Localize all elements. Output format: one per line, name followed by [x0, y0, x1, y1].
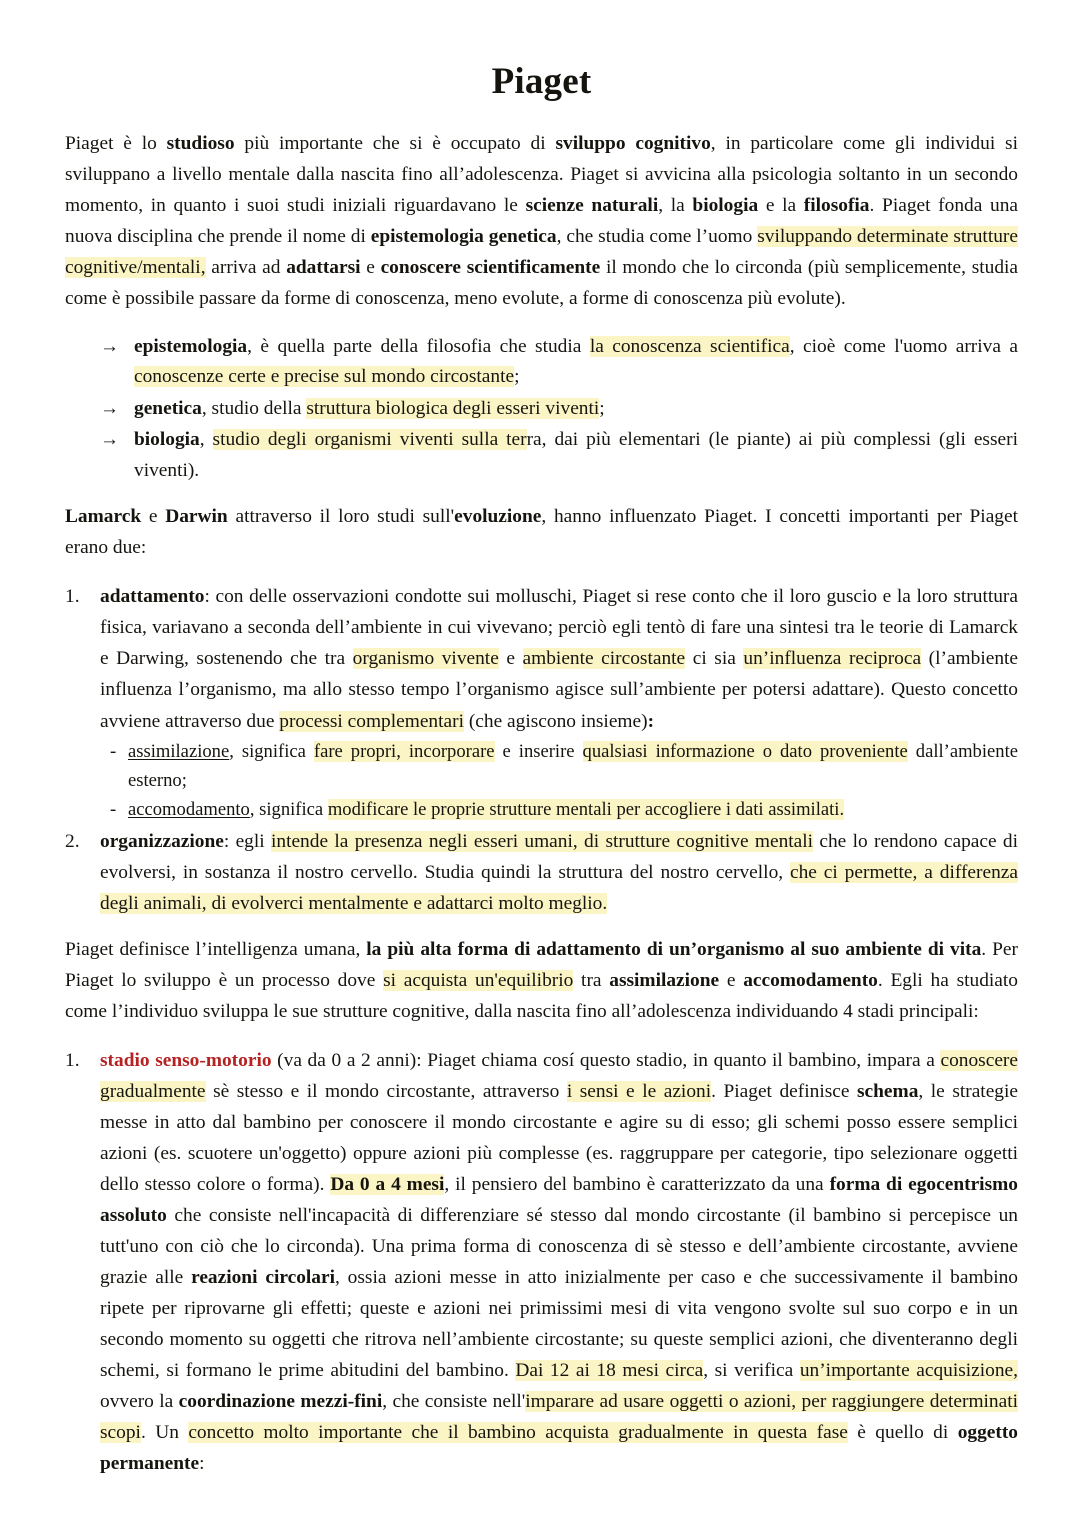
- bold-run: filosofia: [803, 194, 870, 216]
- lamarck-paragraph: [65, 502, 1018, 564]
- bold-run: assimilazione: [609, 969, 720, 991]
- list-item: [65, 826, 1018, 919]
- bold-run: forma di egocentrismo assoluto: [100, 1173, 1018, 1226]
- bold-run: adattarsi: [286, 256, 361, 278]
- text-run: ,: [199, 429, 213, 451]
- highlight-run: modificare le proprie strutture mentali per accogliere i dati assimilati.: [327, 798, 845, 820]
- text-run: che consiste nell'incapacità di differenziare sé stesso dal mondo circostante (il bambino si percepisce un tutt'uno con ciò che lo circonda). Una prima forma di conoscenza di sè stesso e dell’ambiente circostante, avviene grazie alle: [100, 1204, 1018, 1288]
- text-run: . Per Piaget lo sviluppo è un processo dove: [65, 938, 1018, 991]
- text-run: , ossia azioni messe in atto inizialmente per caso e che successivamente il bambino ripete per riprovarne gli effetti; queste e azioni nei primissimi mesi di vita vengono svolte sul suo corpo e in un secondo momento su oggetti che ritrova nell’ambiente circostante; su queste semplici azioni, che diventeranno degli schemi, si formano le prime abitudini del bambino.: [100, 1266, 1018, 1381]
- bold-run: schema: [857, 1080, 919, 1102]
- text-run: :: [199, 1453, 205, 1475]
- highlight-run: Da 0 a 4 mesi: [330, 1173, 445, 1195]
- text-run: (che agiscono insieme): [463, 710, 648, 732]
- term-label: genetica: [134, 397, 202, 419]
- text-run: Piaget definisce l’intelligenza umana,: [65, 938, 367, 960]
- highlight-run: Dai 12 ai 18 mesi circa: [515, 1359, 704, 1381]
- text-run: (va da 0 a 2 anni): Piaget chiama cosí questo stadio, in quanto il bambino, impara a: [271, 1049, 941, 1071]
- text-run: , che consiste nell': [382, 1391, 526, 1413]
- definition-arrow-list: [65, 332, 1018, 487]
- text-run: . Piaget definisce: [711, 1080, 857, 1102]
- text-run: , si verifica: [703, 1359, 800, 1381]
- bold-run: sviluppo cognitivo: [555, 133, 711, 154]
- highlight-run: qualsiasi informazione o dato proveniente: [582, 740, 908, 762]
- term-label: assimilazione: [128, 740, 230, 762]
- term-label: accomodamento: [128, 798, 250, 820]
- bold-run: coordinazione mezzi-fini: [178, 1391, 383, 1413]
- highlight-run: conoscenze certe e precise sul mondo circostante: [134, 366, 515, 388]
- bold-run: :: [647, 710, 655, 732]
- text-run: . Egli ha studiato come l’individuo sviluppa le sue strutture cognitive, dalla nascita fino all’adolescenza individuando 4 stadi principali:: [65, 969, 1018, 1022]
- text-run: e inserire: [494, 740, 583, 762]
- list-item: [65, 581, 1018, 823]
- highlight-run: si acquista un'equilibrio: [383, 969, 574, 991]
- list-item: [65, 332, 1018, 393]
- text-run: , studio della: [201, 397, 307, 419]
- text-run: ci sia: [685, 648, 744, 670]
- highlight-run: intende la presenza negli esseri umani, di strutture cognitive mentali: [270, 830, 814, 852]
- text-run: , le strategie messe in atto dal bambino per conoscere il mondo circostante e agire su di esso; gli schemi posso essere semplici azioni (es. scuotere un'oggetto) oppure azioni più complesse (es. raggruppare per categorie, tipo selezionare oggetti dello stesso colore o forma).: [100, 1080, 1018, 1195]
- list-item: [110, 737, 1018, 795]
- page-title: Piaget: [491, 61, 592, 102]
- bold-run: reazioni circolari: [191, 1266, 335, 1288]
- text-run: e: [498, 648, 523, 670]
- text-run: attraverso il loro studi sull': [227, 506, 455, 528]
- text-run: dall’ambiente esterno;: [128, 740, 1018, 791]
- arrow-icon: →: [100, 397, 119, 419]
- stages-list: [65, 1045, 1018, 1480]
- bold-run: accomodamento: [743, 969, 878, 991]
- term-label: organizzazione: [100, 830, 224, 852]
- list-number: 1.: [65, 1049, 80, 1071]
- text-run: ovvero la: [100, 1391, 179, 1413]
- bold-run: epistemologia genetica: [370, 225, 557, 247]
- text-run: , che studia come l’uomo: [556, 225, 758, 247]
- concepts-list: [65, 581, 1018, 918]
- highlight-run: imparare ad usare oggetti o azioni, per raggiungere determinati scopi: [100, 1391, 1019, 1444]
- text-run: , significa: [229, 740, 314, 762]
- bold-run: studioso: [166, 133, 235, 154]
- list-number: 2.: [65, 830, 80, 852]
- bold-run: Darwin: [165, 506, 228, 528]
- list-item: [65, 425, 1018, 486]
- intelligence-paragraph: [65, 935, 1018, 1028]
- text-run: e: [141, 506, 166, 528]
- intro-paragraph: [65, 129, 1018, 315]
- highlight-run: che ci permette, a differenza degli animali, di evolverci mentalmente e adattarci molto meglio.: [100, 861, 1018, 914]
- text-run: e: [360, 256, 381, 278]
- text-run: tra: [573, 969, 610, 991]
- text-run: . Piaget fonda una nuova disciplina che prende il nome di: [65, 194, 1019, 247]
- text-run: , è quella parte della filosofia che studia: [247, 335, 590, 357]
- text-run: (l’ambiente influenza l’organismo, ma allo stesso tempo l’organismo agisce sull’ambiente per potersi adattare). Questo concetto avviene attraverso due: [100, 648, 1019, 732]
- text-run: . Un: [140, 1422, 189, 1444]
- text-run: , significa: [249, 798, 328, 820]
- text-run: , hanno influenzato Piaget. I concetti importanti per Piaget erano due:: [65, 506, 1018, 559]
- highlight-run: un’influenza reciproca: [743, 648, 922, 670]
- list-item: [110, 795, 1018, 824]
- text-run: il mondo che lo circonda (più semplicemente, studia come è possibile passare da forme di conoscenza, meno evolute, a forme di conoscenza più evolute).: [65, 256, 1019, 309]
- text-run: è quello di: [847, 1422, 958, 1444]
- text-run: , la: [658, 194, 693, 216]
- bold-run: la più alta forma di adattamento di un’organismo al suo ambiente di vita: [366, 938, 982, 960]
- highlight-run: organismo vivente: [352, 648, 499, 670]
- bold-run: conoscere scientificamente: [380, 256, 601, 278]
- term-label: epistemologia: [134, 335, 248, 357]
- bold-run: biologia: [692, 194, 759, 216]
- text-run: , in particolare come gli individui si sviluppano a livello mentale dalla nascita fino all’adolescenza. Piaget si avvicina alla psicologia soltanto in un secondo momento, in quanto i suoi studi iniziali riguardavano le: [65, 133, 1018, 216]
- processes-sublist: [100, 737, 1018, 824]
- text-run: , cioè come l'uomo arriva a: [789, 335, 1018, 357]
- highlight-run: studio degli organismi viventi sulla ter: [212, 429, 527, 451]
- arrow-icon: →: [100, 429, 119, 451]
- text-run: ra, dai più elementari (le piante) ai più complessi (gli esseri viventi).: [134, 429, 1018, 481]
- highlight-run: sviluppando determinate strutture cognitive/mentali,: [65, 225, 1018, 278]
- text-run: ;: [599, 397, 605, 419]
- bold-run: oggetto permanente: [100, 1422, 1018, 1475]
- bold-run: evoluzione: [454, 506, 542, 528]
- list-item: [65, 1045, 1018, 1480]
- highlight-run: fare propri, incorporare: [313, 740, 495, 762]
- text-run: arriva ad: [205, 256, 287, 278]
- bold-run: Lamarck: [65, 506, 142, 528]
- stage-title: stadio senso-motorio: [100, 1049, 272, 1071]
- text-run: sè stesso e il mondo circostante, attraverso: [205, 1080, 567, 1102]
- text-run: , il pensiero del bambino è caratterizzato da una: [444, 1173, 830, 1195]
- bold-run: scienze naturali: [525, 194, 659, 216]
- text-run: ;: [514, 366, 520, 388]
- term-label: adattamento: [100, 586, 205, 608]
- list-item: [65, 394, 1018, 425]
- term-label: biologia: [134, 429, 200, 451]
- highlight-run: concetto molto importante che il bambino acquista gradualmente in questa fase: [188, 1422, 848, 1444]
- highlight-run: un’importante acquisizione,: [799, 1359, 1018, 1381]
- highlight-run: ambiente circostante: [522, 648, 686, 670]
- text-run: : con delle osservazioni condotte sui molluschi, Piaget si rese conto che il loro guscio e la loro struttura fisica, variavano a seconda dell’ambiente in cui vivevano; perciò egli tentò di fare una sintesi tra le teorie di Lamarck e Darwing, sostenendo che tra: [100, 586, 1018, 670]
- dash-icon: -: [110, 740, 117, 762]
- text-run: Piaget è lo: [65, 133, 167, 154]
- highlight-run: la conoscenza scientifica: [589, 335, 790, 357]
- list-number: 1.: [65, 586, 80, 608]
- text-run: : egli: [223, 830, 271, 852]
- text-run: che lo rendono capace di evolversi, in sostanza il nostro cervello. Studia quindi la struttura del nostro cervello,: [100, 830, 1018, 883]
- highlight-run: processi complementari: [279, 710, 464, 732]
- text-run: e: [719, 969, 744, 991]
- highlight-run: i sensi e le azioni: [566, 1080, 712, 1102]
- highlight-run: struttura biologica degli esseri viventi: [306, 397, 600, 419]
- arrow-icon: →: [100, 335, 119, 357]
- text-run: più importante che si è occupato di: [234, 133, 556, 154]
- dash-icon: -: [110, 798, 117, 820]
- highlight-run: conoscere gradualmente: [100, 1049, 1018, 1102]
- text-run: e la: [758, 194, 804, 216]
